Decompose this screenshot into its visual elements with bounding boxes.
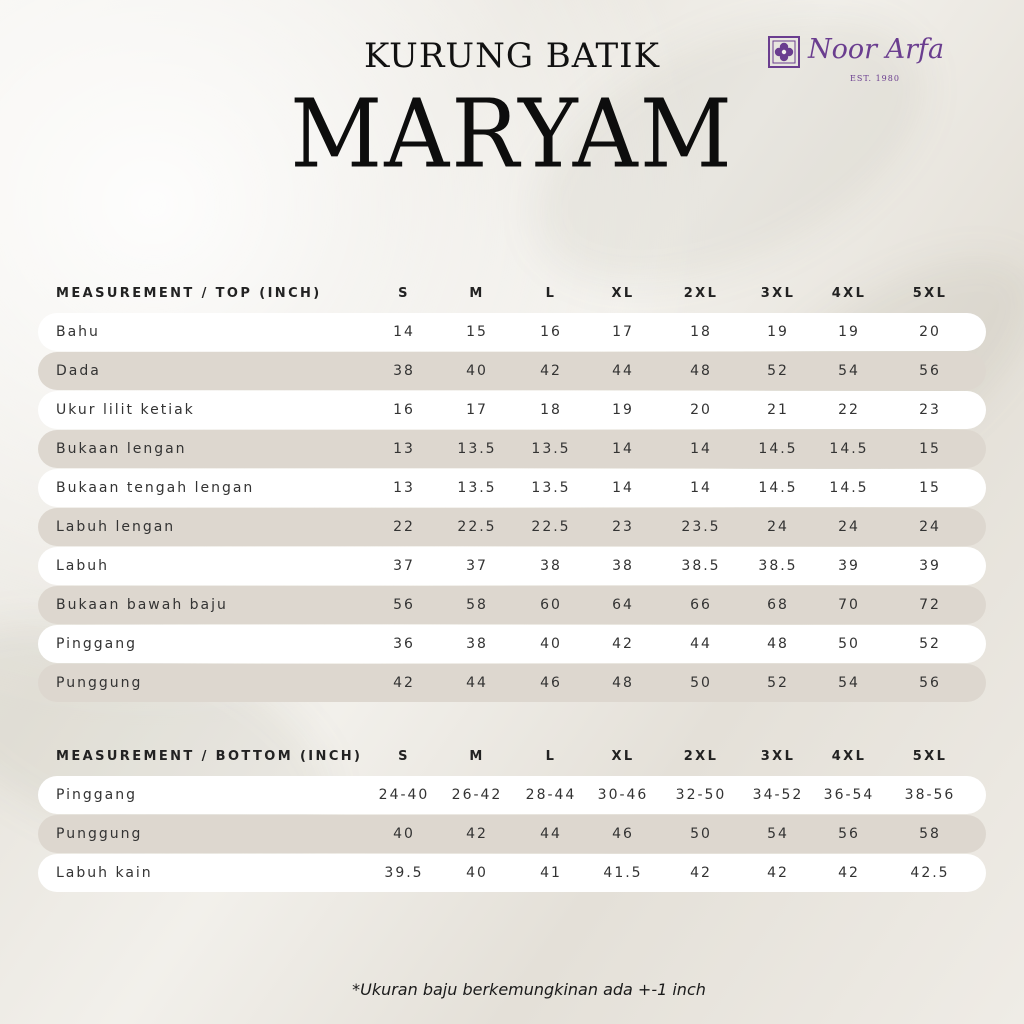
size-value: 36-54 — [823, 787, 875, 803]
table-title: MEASUREMENT / BOTTOM (INCH) — [56, 749, 363, 764]
size-value: 22 — [838, 402, 860, 418]
size-header: S — [398, 286, 410, 301]
size-value: 48 — [612, 675, 634, 691]
size-value: 24 — [919, 519, 941, 535]
row-label: Pinggang — [56, 636, 138, 652]
size-value: 72 — [919, 597, 941, 613]
size-value: 46 — [540, 675, 562, 691]
size-value: 46 — [612, 826, 634, 842]
size-value: 34-52 — [752, 787, 804, 803]
size-header: 2XL — [683, 286, 719, 301]
size-header: XL — [611, 749, 635, 764]
row-label: Pinggang — [56, 787, 138, 803]
size-value: 13 — [393, 480, 415, 496]
size-value: 44 — [540, 826, 562, 842]
size-value: 14 — [612, 480, 634, 496]
table-row — [38, 586, 986, 624]
size-value: 42 — [393, 675, 415, 691]
size-value: 52 — [767, 363, 789, 379]
size-value: 19 — [612, 402, 634, 418]
size-value: 38.5 — [758, 558, 798, 574]
size-value: 37 — [393, 558, 415, 574]
size-header: L — [545, 749, 557, 764]
table-row — [38, 313, 986, 351]
size-value: 58 — [919, 826, 941, 842]
table-row — [38, 815, 986, 853]
size-value: 52 — [919, 636, 941, 652]
size-value: 24 — [767, 519, 789, 535]
size-value: 54 — [767, 826, 789, 842]
row-label: Bukaan tengah lengan — [56, 480, 255, 496]
size-header: M — [469, 286, 485, 301]
size-value: 56 — [919, 675, 941, 691]
table-body — [38, 313, 986, 702]
bottom-measurement-table — [38, 738, 986, 893]
size-header: 5XL — [912, 749, 948, 764]
row-label: Punggung — [56, 826, 143, 842]
size-value: 41 — [540, 865, 562, 881]
table-header-row — [38, 738, 986, 776]
brand-logo — [768, 36, 988, 88]
row-label: Labuh lengan — [56, 519, 176, 535]
size-value: 14.5 — [829, 441, 869, 457]
size-value: 24-40 — [378, 787, 430, 803]
size-value: 20 — [919, 324, 941, 340]
size-value: 14 — [690, 480, 712, 496]
row-label: Ukur lilit ketiak — [56, 402, 195, 418]
size-value: 56 — [393, 597, 415, 613]
size-value: 24 — [838, 519, 860, 535]
size-value: 32-50 — [675, 787, 727, 803]
table-row — [38, 508, 986, 546]
size-value: 54 — [838, 363, 860, 379]
size-header: 3XL — [760, 286, 796, 301]
brand-flower-icon — [768, 36, 800, 68]
size-value: 19 — [838, 324, 860, 340]
size-value: 15 — [919, 480, 941, 496]
size-value: 38.5 — [681, 558, 721, 574]
table-row — [38, 664, 986, 702]
size-value: 39 — [919, 558, 941, 574]
size-value: 20 — [690, 402, 712, 418]
product-title: MARYAM — [290, 79, 734, 190]
size-value: 36 — [393, 636, 415, 652]
size-value: 13.5 — [457, 480, 497, 496]
size-value: 68 — [767, 597, 789, 613]
size-value: 40 — [540, 636, 562, 652]
row-label: Bukaan bawah baju — [56, 597, 228, 613]
top-measurement-table — [38, 275, 986, 703]
size-header: 4XL — [831, 749, 867, 764]
size-header: 5XL — [912, 286, 948, 301]
size-value: 14 — [690, 441, 712, 457]
size-header: M — [469, 749, 485, 764]
size-value: 42 — [466, 826, 488, 842]
size-value: 40 — [466, 865, 488, 881]
size-value: 44 — [466, 675, 488, 691]
size-value: 56 — [838, 826, 860, 842]
size-header: XL — [611, 286, 635, 301]
size-value: 41.5 — [603, 865, 643, 881]
size-value: 16 — [393, 402, 415, 418]
size-value: 14.5 — [758, 480, 798, 496]
size-value: 28-44 — [525, 787, 577, 803]
size-value: 50 — [690, 826, 712, 842]
size-header: S — [398, 749, 410, 764]
size-value: 44 — [612, 363, 634, 379]
size-value: 14.5 — [758, 441, 798, 457]
size-value: 38 — [393, 363, 415, 379]
size-value: 14 — [393, 324, 415, 340]
size-value: 22.5 — [457, 519, 497, 535]
table-row — [38, 391, 986, 429]
size-value: 13.5 — [531, 441, 571, 457]
row-label: Bahu — [56, 324, 100, 340]
table-body — [38, 776, 986, 892]
size-value: 42 — [690, 865, 712, 881]
table-row — [38, 854, 986, 892]
size-value: 66 — [690, 597, 712, 613]
size-value: 13.5 — [531, 480, 571, 496]
table-header-row — [38, 275, 986, 313]
table-row — [38, 352, 986, 390]
size-value: 40 — [466, 363, 488, 379]
size-value: 22.5 — [531, 519, 571, 535]
size-value: 39 — [838, 558, 860, 574]
size-header: 3XL — [760, 749, 796, 764]
size-value: 23 — [612, 519, 634, 535]
size-value: 13.5 — [457, 441, 497, 457]
table-row — [38, 430, 986, 468]
product-subtitle: KURUNG BATIK — [363, 36, 660, 76]
size-value: 50 — [838, 636, 860, 652]
table-row — [38, 776, 986, 814]
size-value: 13 — [393, 441, 415, 457]
size-value: 42 — [612, 636, 634, 652]
size-value: 48 — [690, 363, 712, 379]
size-value: 38 — [540, 558, 562, 574]
table-title: MEASUREMENT / TOP (INCH) — [56, 286, 322, 301]
size-value: 37 — [466, 558, 488, 574]
size-value: 17 — [466, 402, 488, 418]
size-value: 26-42 — [451, 787, 503, 803]
size-header: 2XL — [683, 749, 719, 764]
size-value: 22 — [393, 519, 415, 535]
size-value: 16 — [540, 324, 562, 340]
size-value: 38-56 — [904, 787, 956, 803]
size-value: 42 — [540, 363, 562, 379]
brand-name: Noor Arfa — [808, 34, 945, 65]
size-value: 54 — [838, 675, 860, 691]
row-label: Dada — [56, 363, 101, 379]
size-value: 23.5 — [681, 519, 721, 535]
size-value: 60 — [540, 597, 562, 613]
size-value: 23 — [919, 402, 941, 418]
size-value: 15 — [466, 324, 488, 340]
row-label: Labuh — [56, 558, 110, 574]
size-value: 18 — [690, 324, 712, 340]
table-row — [38, 547, 986, 585]
size-value: 42.5 — [910, 865, 950, 881]
size-value: 52 — [767, 675, 789, 691]
row-label: Labuh kain — [56, 865, 153, 881]
size-value: 19 — [767, 324, 789, 340]
size-value: 18 — [540, 402, 562, 418]
brand-established: EST. 1980 — [850, 74, 900, 83]
row-label: Bukaan lengan — [56, 441, 187, 457]
size-value: 58 — [466, 597, 488, 613]
size-header: 4XL — [831, 286, 867, 301]
size-value: 70 — [838, 597, 860, 613]
size-value: 15 — [919, 441, 941, 457]
size-value: 42 — [838, 865, 860, 881]
size-value: 40 — [393, 826, 415, 842]
table-row — [38, 625, 986, 663]
size-header: L — [545, 286, 557, 301]
size-footnote: *Ukuran baju berkemungkinan ada +-1 inch — [352, 980, 706, 999]
row-label: Punggung — [56, 675, 143, 691]
size-value: 30-46 — [597, 787, 649, 803]
size-value: 14 — [612, 441, 634, 457]
size-value: 64 — [612, 597, 634, 613]
table-row — [38, 469, 986, 507]
size-value: 42 — [767, 865, 789, 881]
size-value: 50 — [690, 675, 712, 691]
size-value: 14.5 — [829, 480, 869, 496]
size-value: 21 — [767, 402, 789, 418]
size-value: 56 — [919, 363, 941, 379]
size-value: 44 — [690, 636, 712, 652]
size-value: 48 — [767, 636, 789, 652]
size-value: 17 — [612, 324, 634, 340]
size-value: 39.5 — [384, 865, 424, 881]
size-value: 38 — [612, 558, 634, 574]
size-value: 38 — [466, 636, 488, 652]
